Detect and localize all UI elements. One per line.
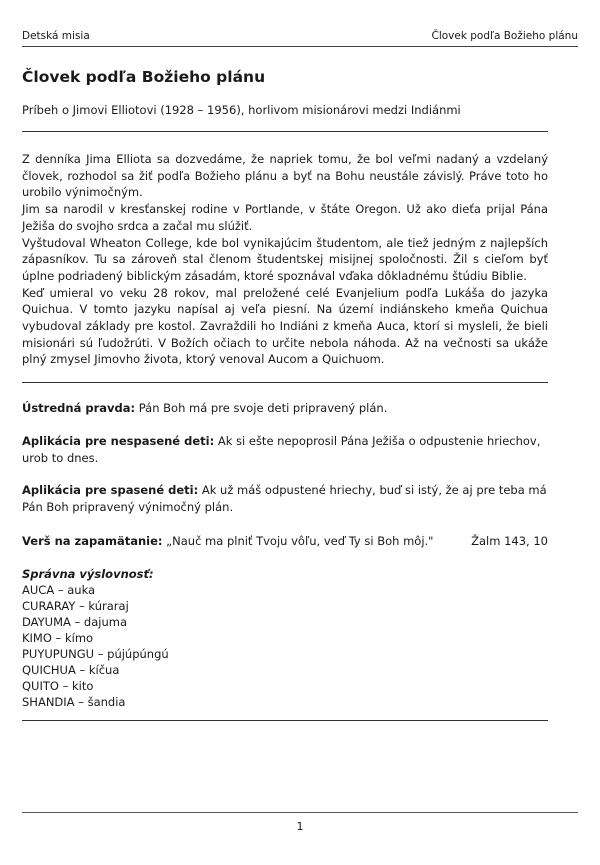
pronunciation-item: PUYUPUNGU – pújúpúngú: [22, 646, 169, 661]
story-paragraph: Jim sa narodil v kresťanskej rodine v Portlande, v štáte Oregon. Už ako dieťa prijal Pána Ježiša do svojho srdca a začal mu slúžiť.: [22, 202, 548, 233]
pronunciation-item: KIMO – kímo: [22, 630, 94, 645]
application-unsaved-label: Aplikácia pre nespasené deti:: [22, 433, 215, 448]
pronunciation-item: CURARAY – kúraraj: [22, 599, 129, 614]
memory-verse-label: Verš na zapamätanie:: [22, 533, 163, 548]
pronunciation-item: DAYUMA – dajuma: [22, 615, 127, 630]
pronunciation-list: [22, 583, 548, 710]
pronunciation-item: AUCA – auka: [22, 583, 96, 598]
central-truth-label: Ústredná pravda:: [22, 401, 136, 416]
memory-verse: [22, 533, 548, 550]
application-unsaved: [22, 433, 548, 466]
central-truth: [22, 400, 548, 417]
application-unsaved-text: Ak si ešte nepoprosil Pána Ježiša o odpustenie hriechov, urob to dnes.: [22, 433, 541, 465]
divider: [22, 720, 548, 721]
divider: [22, 382, 548, 383]
application-saved-text: Ak už máš odpustené hriechy, buď si istý, že aj pre teba má Pán Boh pripravený výnimočný plán.: [22, 483, 547, 514]
pronunciation-item: QUICHUA – kíčua: [22, 662, 120, 677]
story-paragraph: Vyštudoval Wheaton College, kde bol vynikajúcim študentom, ale tiež jedným z najlepších zápasníkov. Tu sa zároveň stal členom študentskej misijnej spoločnosti. Žil s cieľom byť úplne podriadený biblickým zásadám, ktoré spoznával vďaka dôkladnému štúdiu Biblie.: [22, 235, 548, 283]
story-text: [22, 151, 548, 368]
header-org: Detská misia: [22, 30, 90, 42]
pronunciation-title: Správna výslovnosť:: [22, 567, 154, 582]
memory-verse-text: „Nauč ma plniť Tvoju vôľu, veď Ty si Boh môj.": [166, 533, 434, 548]
story-paragraph: Keď umieral vo veku 28 rokov, mal preložené celé Evanjelium podľa Lukáša do jazyka Quichua. V tomto jazyku napísal aj veľa piesní. Na území indiánskeho kmeňa Quichua vybudoval základy pre kostol. Zavraždili ho Indiáni z kmeňa Auca, ktorí si mysleli, že bieli misionári sú ľudožrúti. V Božích očiach to určite nebola náhoda. Až na večnosti sa ukáže plný zmysel Jimovho života, ktorý venoval Aucom a Quichuom.: [22, 285, 548, 367]
divider: [22, 131, 548, 132]
pronunciation-item: SHANDIA – šandia: [22, 694, 126, 709]
application-saved-label: Aplikácia pre spasené deti:: [22, 483, 199, 498]
document-content: [22, 68, 548, 721]
page-header: [22, 24, 578, 47]
central-truth-text: Pán Boh má pre svoje deti pripravený plán.: [138, 401, 388, 416]
page-number: 1: [296, 820, 304, 833]
header-lesson-title: Človek podľa Božieho plánu: [431, 30, 578, 42]
story-paragraph: Z denníka Jima Elliota sa dozvedáme, že napriek tomu, že bol veľmi nadaný a vzdelaný človek, rozhodol sa žiť podľa Božieho plánu a byť na Bohu neustále závislý. Práve toto ho urobilo výnimočným.: [22, 152, 548, 200]
page-title: Človek podľa Božieho plánu: [22, 68, 266, 86]
footer-divider: [22, 812, 578, 813]
application-saved: [22, 482, 548, 515]
pronunciation-item: QUITO – kito: [22, 678, 94, 693]
memory-verse-reference: Žalm 143, 10: [471, 533, 548, 548]
pronunciation-section: [22, 567, 548, 710]
page-subtitle: Príbeh o Jimovi Elliotovi (1928 – 1956), horlivom misionárovi medzi Indiánmi: [22, 103, 461, 117]
